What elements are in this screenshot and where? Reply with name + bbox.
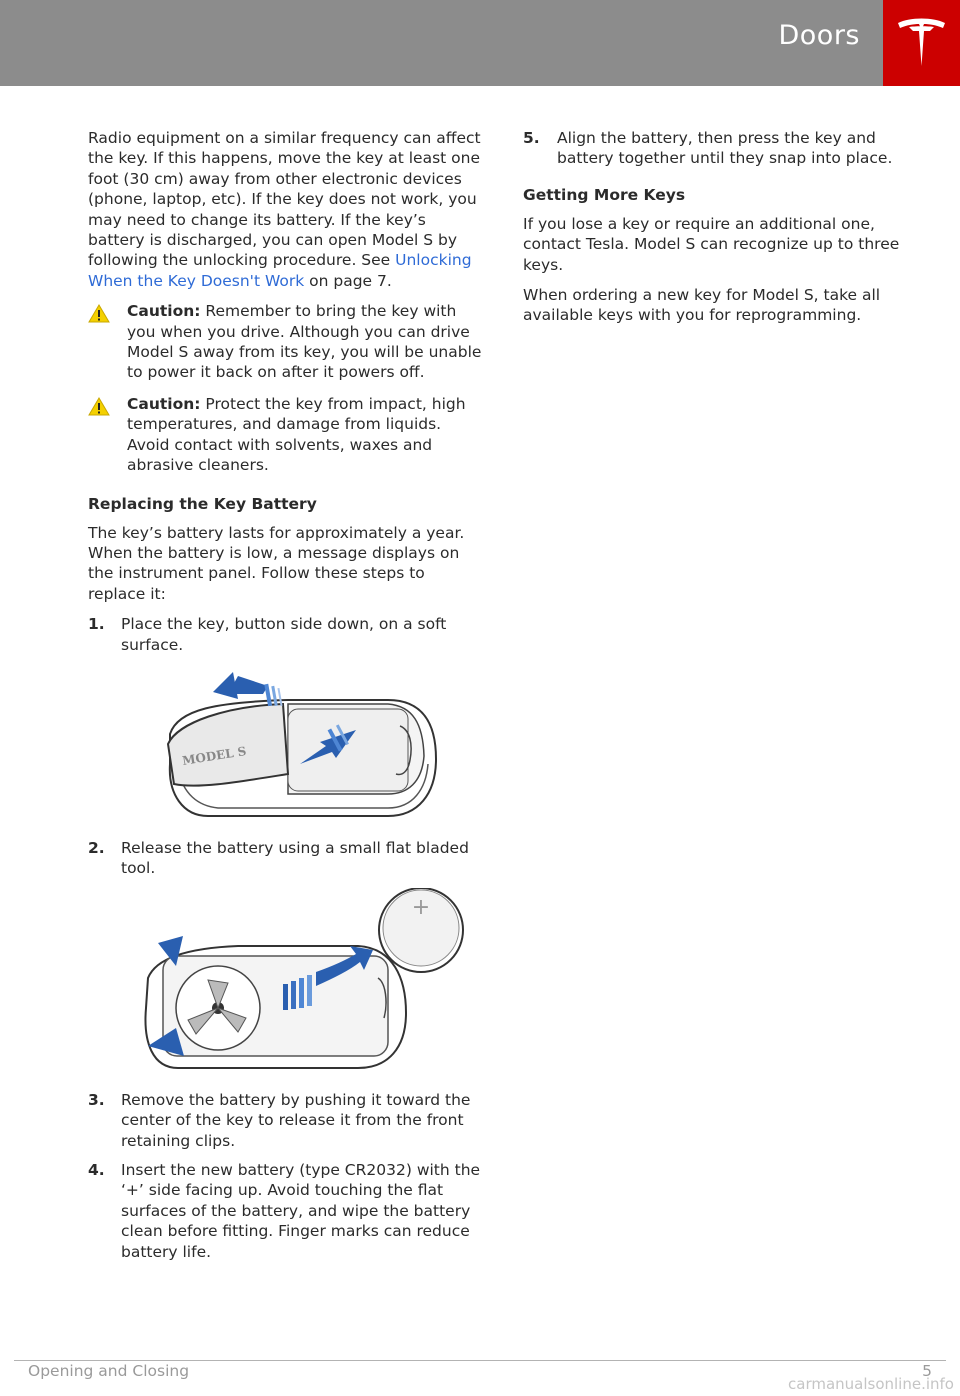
section-intro: The key’s battery lasts for approximately a year. When the battery is low, a message displays on the instrument panel. Follow these steps to replace it: — [88, 523, 465, 603]
caution-text: Protect the key from impact, high temperatures, and damage from liquids. Avoid contact with solvents, waxes and abrasive cleaners. — [127, 394, 466, 475]
watermark: carmanualsonline.info — [788, 1375, 954, 1393]
tesla-logo-box — [883, 0, 960, 86]
battery-plus-symbol: + — [411, 894, 431, 920]
step-number: 3. — [88, 1090, 105, 1109]
step-text: Release the battery using a small flat bladed tool. — [121, 838, 469, 878]
battery-release-drawing — [88, 888, 483, 1076]
chapter-title: Doors — [778, 20, 860, 51]
caution-note — [88, 301, 483, 383]
section-heading-more-keys: Getting More Keys — [523, 185, 686, 204]
caution-note — [88, 394, 483, 476]
caution-label: Caution: — [127, 302, 201, 321]
caution-text: Remember to bring the key with you when you drive. Although you can drive Model S away from its key, you will be unable to power it back on after it powers off. — [127, 302, 482, 382]
unlocking-link[interactable]: Unlocking When the Key Doesn't Work — [88, 251, 472, 290]
body-paragraph: When ordering a new key for Model S, take all available keys with you for reprogramming. — [523, 286, 881, 325]
page-number: 5 — [922, 1362, 932, 1380]
left-column — [88, 128, 483, 1271]
step-text: Align the battery, then press the key and battery together until they snap into place. — [557, 129, 893, 168]
key-fob-illustration — [88, 664, 483, 824]
body-paragraph: If you lose a key or require an additional one, contact Tesla. Model S can recognize up to three keys. — [523, 214, 900, 274]
step-item — [88, 614, 483, 655]
battery-release-illustration — [88, 888, 483, 1076]
warning-icon — [88, 304, 110, 323]
page-header — [0, 0, 960, 86]
key-fob-opening-illustration — [88, 664, 483, 824]
step-item — [88, 1090, 483, 1151]
section-heading-replacing-battery: Replacing the Key Battery — [88, 494, 317, 513]
step-number: 1. — [88, 615, 105, 634]
step-item — [88, 838, 483, 879]
tesla-logo-icon — [896, 16, 947, 68]
step-item — [523, 128, 918, 169]
caution-label: Caution: — [127, 394, 201, 413]
step-number: 5. — [523, 129, 540, 147]
step-item — [88, 1160, 483, 1262]
step-number: 2. — [88, 838, 105, 857]
step-text: Remove the battery by pushing it toward the center of the key to release it from the front retaining clips. — [121, 1090, 471, 1150]
footer-divider — [14, 1360, 946, 1361]
step-number: 4. — [88, 1160, 105, 1179]
step-text: Place the key, button side down, on a soft surface. — [121, 615, 447, 654]
key-fob-label: MODEL S — [181, 743, 248, 768]
warning-icon — [88, 397, 110, 416]
right-column — [523, 128, 918, 336]
step-text: Insert the new battery (type CR2032) with the ‘+’ side facing up. Avoid touching the flat surfaces of the battery, and wipe the battery clean before fitting. Finger marks can reduce battery life. — [121, 1160, 481, 1261]
footer-section-name: Opening and Closing — [28, 1362, 190, 1380]
intro-paragraph: Radio equipment on a similar frequency can affect the key. If this happens, move the key at least one foot (30 cm) away from other electronic devices (phone, laptop, etc). If the key does not work, you may need to change its battery. If the key’s battery is discharged, you can open Model S by following the unlocking procedure. See Unlocking When the Key Doesn't Work on page 7. — [88, 129, 481, 290]
